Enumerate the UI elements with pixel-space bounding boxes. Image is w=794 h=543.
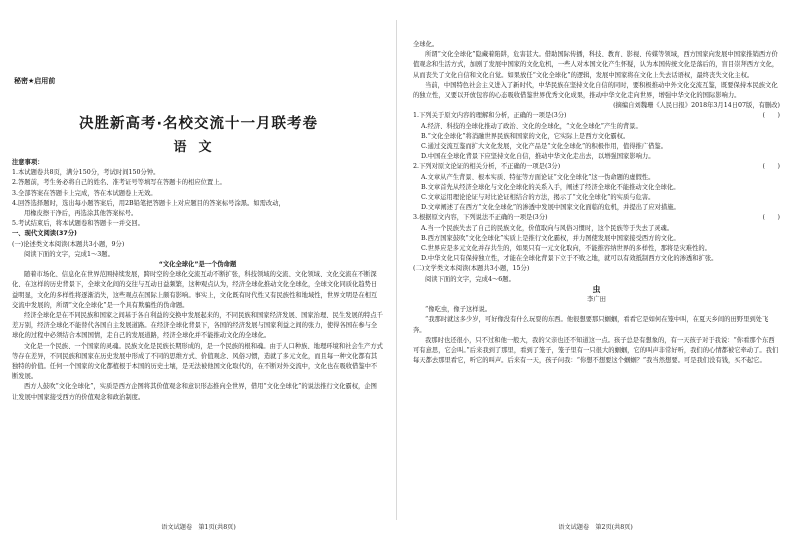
paragraph: 全球化。: [413, 41, 439, 48]
note-item: 2.答题前，考生务必将自己的姓名、准考证号等填写在答题卡的相应位置上。: [12, 179, 226, 187]
paragraph: 经济全球化是在不同民族和国家之间基于各自利益的交换中发展起来的，不同民族和国家经济发展、国家治理、民生发展的特点千差万别，经济全球化不能替代各国自主发展道路。在经济全球化背景下，各国的经济发展与国家利益之间的张力，使得各国在参与全球化的过程中必须结合本国国情，走自己的发展道路，经济全球化并不能推动文化的全球化。: [12, 312, 383, 340]
option: A.当一个民族失去了自己的民族文化，价值取向与风俗习惯时，这个民族等于失去了灵魂。: [421, 224, 674, 232]
option: B.“文化全球化”将消融世界民族和国家的文化，它实际上是西方文化霸权。: [421, 132, 630, 140]
paragraph: 西方人鼓吹“文化全球化”，实质是西方企图将其价值观念和意识形态推向全世界，借用“文化全球化”的说法推行文化霸权，企图让发展中国家接受西方的价值观念和政治制度。: [12, 383, 377, 401]
note-item: 4.回答选择题时，选出每小题答案后，用2B铅笔把答题卡上对应题目的答案标号涂黑。如需改动，: [12, 199, 285, 207]
confidential-label: 秘密★启用前: [14, 77, 56, 85]
notes-section: [12, 158, 383, 403]
right-page: [397, 0, 794, 543]
article-title: “文化全球化”是一个伪命题: [158, 261, 237, 269]
page-footer: 语文试题卷 第1页(共8页): [161, 524, 236, 531]
exam-title: 决胜新高考·名校交流十一月联考卷: [78, 116, 318, 132]
option: B.西方国家鼓吹“文化全球化”实质上是推行文化霸权，并力图使发展中国家接受西方的文化。: [421, 234, 680, 242]
option: A.经济、科技的全球化推动了政治、文化的全球化，“文化全球化”产生的背景。: [421, 122, 642, 130]
note-item: 1.本试题卷共8页，满分150分，考试时间150分钟。: [12, 169, 160, 177]
option: D.文章阐述了在西方“文化全球化”的渗透中发展中国家文化面临的危机，并提出了应对措施。: [421, 204, 680, 212]
subject-title: 语文: [173, 140, 224, 155]
article-source: (摘编自刘魏珊《人民日报》2018年3月14日07版，有删改): [613, 102, 780, 110]
option: C.通过交流互鉴而扩大文化发展，文化产品是“文化全球化”的积极作用，值得推广借鉴。: [421, 143, 668, 151]
option: D.中国在全球化背景下应坚持文化自信，推动中华文化走出去，以增强国家影响力。: [421, 153, 655, 161]
paragraph: 随着市场化、信息化在世界范围持续发展，跨时空的全球化交流互动不断扩张，科技领域的交流、文化领域、文化交流在不断深化、在这样的历史背景下，全球文化间的交往与互动日益频繁，这种观点认为，经济全球化推动文化全球化，全球文化同质化趋势日益明显，文化的多样性将逐渐消失，这些观点在国际上颇有影响。事实上，文化既有时代性又有民族性和地域性，世界文明是在相互交流中发展的，所谓“文化全球化”是一个具有欺骗性的伪命题。: [12, 271, 378, 309]
paragraph: 文化是一个民族、一个国家的灵魂。民族文化是民族长期形成的，是一个民族的根和魂。由于人口种族、地理环境和社会生产方式等存在差异，不同民族和国家在历史发展中形成了不同的思维方式、价值观念、风俗习惯，造就了多元文化，而且每一种文化都有其独特的价值。任何一个国家的文化都植根于本国的历史土壤，是无法被他国文化取代的，在不断对外交流中，文化也在吸收借鉴中不断发展。: [12, 342, 383, 381]
question-3: 3.根据原文内容，下列说法不正确的一项是(3分) ( ): [413, 214, 780, 222]
paragraph: “像吃虫，像子这样说。: [425, 306, 492, 314]
note-item: 5.考试结束后，将本试题卷和答题卡一并交回。: [12, 220, 144, 228]
subsection-heading: (一)论述类文本阅读(本题共3小题，9分): [12, 240, 125, 248]
paragraph: 当前，中国特色社会主义进入了新时代，中华民族在坚持文化自信的同时，要积极推动中外文化交流互鉴，既要保持本民族文化的独立性，又要以开放包容的心态吸收借鉴世界优秀文化成果，推动中华文化走向世界，增强中华文化的国际影响力。: [413, 81, 778, 100]
paragraph: 我那时也还很小，只不过和他一般大，我的父亲也还不知道这一点。孩子总是有想象的，有一天孩子对于我说：“你看那个东西可有意思，它会叫。”后来我到了那里，看到了笼子，笼子里有一只很大的蝈蝈，它的叫声非常好听，我们的心情都被它牵动了。我们每天都去那里看它，听它的叫声。后来有一天，孩子问我：“你想不想要这个蝈蝈？”我当然想要。可是我们没有钱，买不起它。: [413, 336, 779, 365]
page-footer: 语文试题卷 第2页(共8页): [558, 524, 633, 531]
notes-header: 注意事项：: [12, 159, 44, 166]
instruction: 阅读下面的文字，完成1～3题。: [24, 250, 114, 258]
instruction: 阅读下面的文字，完成4～6题。: [425, 275, 515, 283]
option: A.文章从产生背景、根本实质、特征等方面论证“文化全球化”这一伪命题的虚假性。: [421, 173, 655, 181]
option: B.文章首先从经济全球化与文化全球化的关系入手，阐述了经济全球化不能推动文化全球化。: [421, 183, 680, 191]
note-item: 用橡皮擦干净后，再选涂其他答案标号。: [24, 210, 138, 218]
note-item: 3.全部答案在答题卡上完成，答在本试题卷上无效。: [12, 189, 157, 197]
option: D.中华文化只有保持独立性，才能在全球化背景下立于不败之地，就可以有效抵制西方文化的渗透和扩张。: [421, 255, 718, 263]
question-2: 2.下列对原文论证的相关分析，不正确的一项是(3分) ( ): [413, 163, 780, 171]
option: C.世界应是多元文化并存共生的，如果只有一元文化取向，不能推容纳世界的多样性，那将是灾难性的。: [421, 245, 711, 253]
question-1: 1.下列关于原文内容的理解和分析，正确的一项是(3分) ( ): [413, 112, 780, 120]
story-author: 李广田: [587, 296, 606, 304]
subsection-heading: (二)文学类文本阅读(本题共3小题，15分): [413, 265, 530, 273]
article-continuation: [413, 40, 780, 367]
paragraph: “我那时就这多少岁，可好像没有什么玩耍的东西。他很想要那只蝈蝈，看看它是如何在笼中叫，在夏天乡间的田野里到处飞奔。: [413, 316, 769, 334]
story-title: 虫: [592, 284, 601, 294]
section-heading: 一、现代文阅读(37分): [12, 230, 77, 238]
paragraph: 所谓“文化全球化”隐藏着陷阱，危害甚大。借助国际传播，科技、教育、影视、传媒等领域，西方国家向发展中国家推销西方价值观念和生活方式，加剧了发展中国家的文化危机，一些人对本国文化产生怀疑，认为本国传统文化是落后的，盲目崇拜西方文化，从而丧失了文化自信和文化自觉。如果放任“文化全球化”的逻辑，发展中国家将在文化上失去话语权，最终丧失文化主权。: [413, 51, 779, 79]
option: C.文章运用理论论证与对比论证相结合的方法，揭示了“文化全球化”的实质与危害。: [421, 194, 655, 202]
